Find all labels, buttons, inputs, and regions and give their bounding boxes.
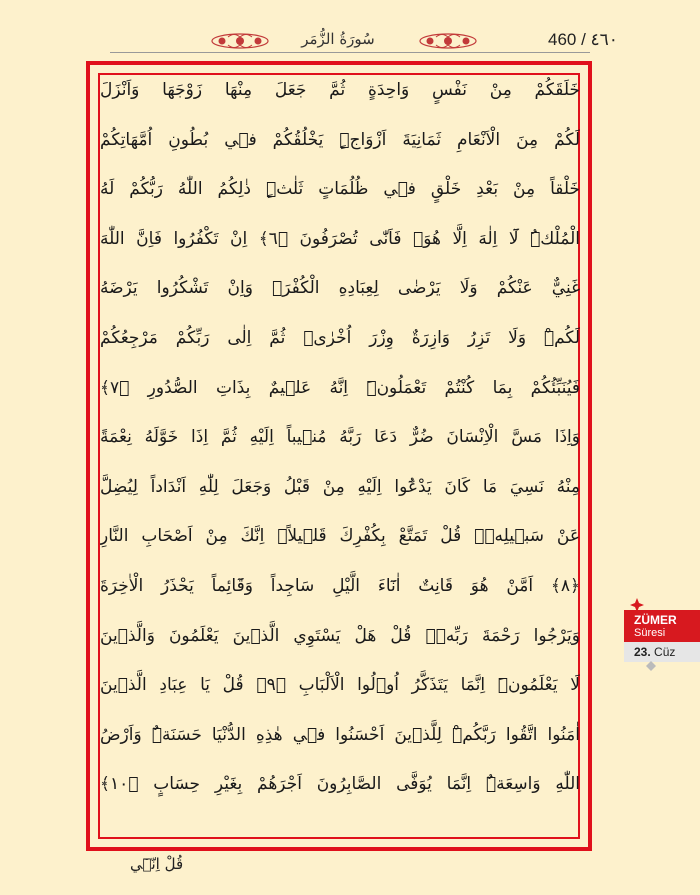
surah-title: سُورَةُ الزُّمَر	[301, 30, 375, 48]
surah-tab	[624, 610, 700, 642]
right-floral-ornament	[418, 32, 478, 50]
header-divider	[110, 52, 590, 53]
verse-line: خَلَقَكُمْ مِنْ نَفْسٍ وَاحِدَةٍ ثُمَّ جَعَلَ مِنْهَا زَوْجَهَا وَاَنْزَلَ	[100, 80, 580, 100]
surah-label: Süresi	[634, 627, 666, 639]
surah-juz-tab[interactable]	[624, 610, 700, 662]
verse-line: وَيَرْجُوا رَحْمَةَ رَبِّه۪ۜ قُلْ هَلْ يَسْتَوِي الَّذ۪ينَ يَعْلَمُونَ وَالَّذ۪ينَ	[100, 625, 580, 646]
left-floral-ornament	[210, 32, 270, 50]
verse-line: اللّٰهِ وَاسِعَةٌۜ اِنَّمَا يُوَفَّى الصَّابِرُونَ اَجْرَهُمْ بِغَيْرِ حِسَابٍ ﴿١٠﴾	[100, 774, 580, 795]
page-number: 460 / ٤٦٠	[548, 30, 618, 49]
verse-line: لَكُمْۜ وَلَا تَزِرُ وَازِرَةٌ وِزْرَ اُخْرٰىۜ ثُمَّ اِلٰى رَبِّكُمْ مَرْجِعُكُمْ	[100, 327, 580, 348]
verse-line: خَلْقاً مِنْ بَعْدِ خَلْقٍ ف۪ي ظُلُمَاتٍ ثَلٰثٍۜ ذٰلِكُمُ اللّٰهُ رَبُّكُمْ لَهُ	[100, 179, 580, 200]
verse-line: غَنِيٌّ عَنْكُمْ وَلَا يَرْضٰى لِعِبَادِهِ الْكُفْرَۚ وَاِنْ تَشْكُرُوا يَرْضَهُ	[100, 278, 580, 299]
verse-line: فَيُنَبِّئُكُمْ بِمَا كُنْتُمْ تَعْمَلُونَۜ اِنَّهُ عَل۪يمٌ بِذَاتِ الصُّدُورِ ﴿٧﴾	[100, 377, 580, 398]
verse-line: وَاِذَا مَسَّ الْاِنْسَانَ ضُرٌّ دَعَا رَبَّهُ مُن۪يباً اِلَيْهِ ثُمَّ اِذَا خَوَّلَهُ نِعْمَةً	[100, 427, 580, 448]
verse-line: لَا يَعْلَمُونَۜ اِنَّمَا يَتَذَكَّرُ اُو۬لُوا الْاَلْبَابِ ﴿٩﴾ قُلْ يَا عِبَادِ الَّذ۪ينَ	[100, 675, 580, 696]
verse-line: ﴿٨﴾ اَمَّنْ هُوَ قَانِتٌ اٰنَٓاءَ الَّيْلِ سَاجِداً وَقَٓائِماً يَحْذَرُ الْاٰخِرَةَ	[100, 575, 580, 596]
juz-number: 23.	[634, 645, 651, 659]
verse-line: مِنْهُ نَسِيَ مَا كَانَ يَدْعُٓوا اِلَيْهِ مِنْ قَبْلُ وَجَعَلَ لِلّٰهِ اَنْدَاداً لِيُضِلَّ	[100, 476, 580, 497]
juz-label: Cüz	[650, 645, 676, 659]
page-header	[0, 0, 700, 60]
diamond-icon	[646, 661, 656, 671]
verse-line: اٰمَنُوا اتَّقُوا رَبَّكُمْۜ لِلَّذ۪ينَ اَحْسَنُوا ف۪ي هٰذِهِ الدُّنْيَا حَسَنَةٌۜ وَاَرْضُ	[100, 724, 580, 745]
juz-tab	[624, 642, 700, 662]
catchword: قُلْ اِنّ۪ٓي	[130, 855, 184, 873]
verse-line: لَكُمْ مِنَ الْاَنْعَامِ ثَمَانِيَةَ اَزْوَاجٍۜ يَخْلُقُكُمْ ف۪ي بُطُونِ اُمَّهَاتِكُمْ	[100, 129, 580, 150]
verse-line: عَنْ سَب۪يلِه۪ۜ قُلْ تَمَتَّعْ بِكُفْرِكَ قَل۪يلاًۗ اِنَّكَ مِنْ اَصْحَابِ النَّارِ	[100, 526, 580, 547]
verse-text-block	[100, 66, 580, 810]
surah-name: ZÜMER	[634, 613, 677, 627]
verse-line: الْمُلْكُۜ لَٓا اِلٰهَ اِلَّا هُوَۚ فَاَنّٰى تُصْرَفُونَ ﴿٦﴾ اِنْ تَكْفُرُوا فَاِنَّ اللّٰهَ	[100, 228, 580, 249]
